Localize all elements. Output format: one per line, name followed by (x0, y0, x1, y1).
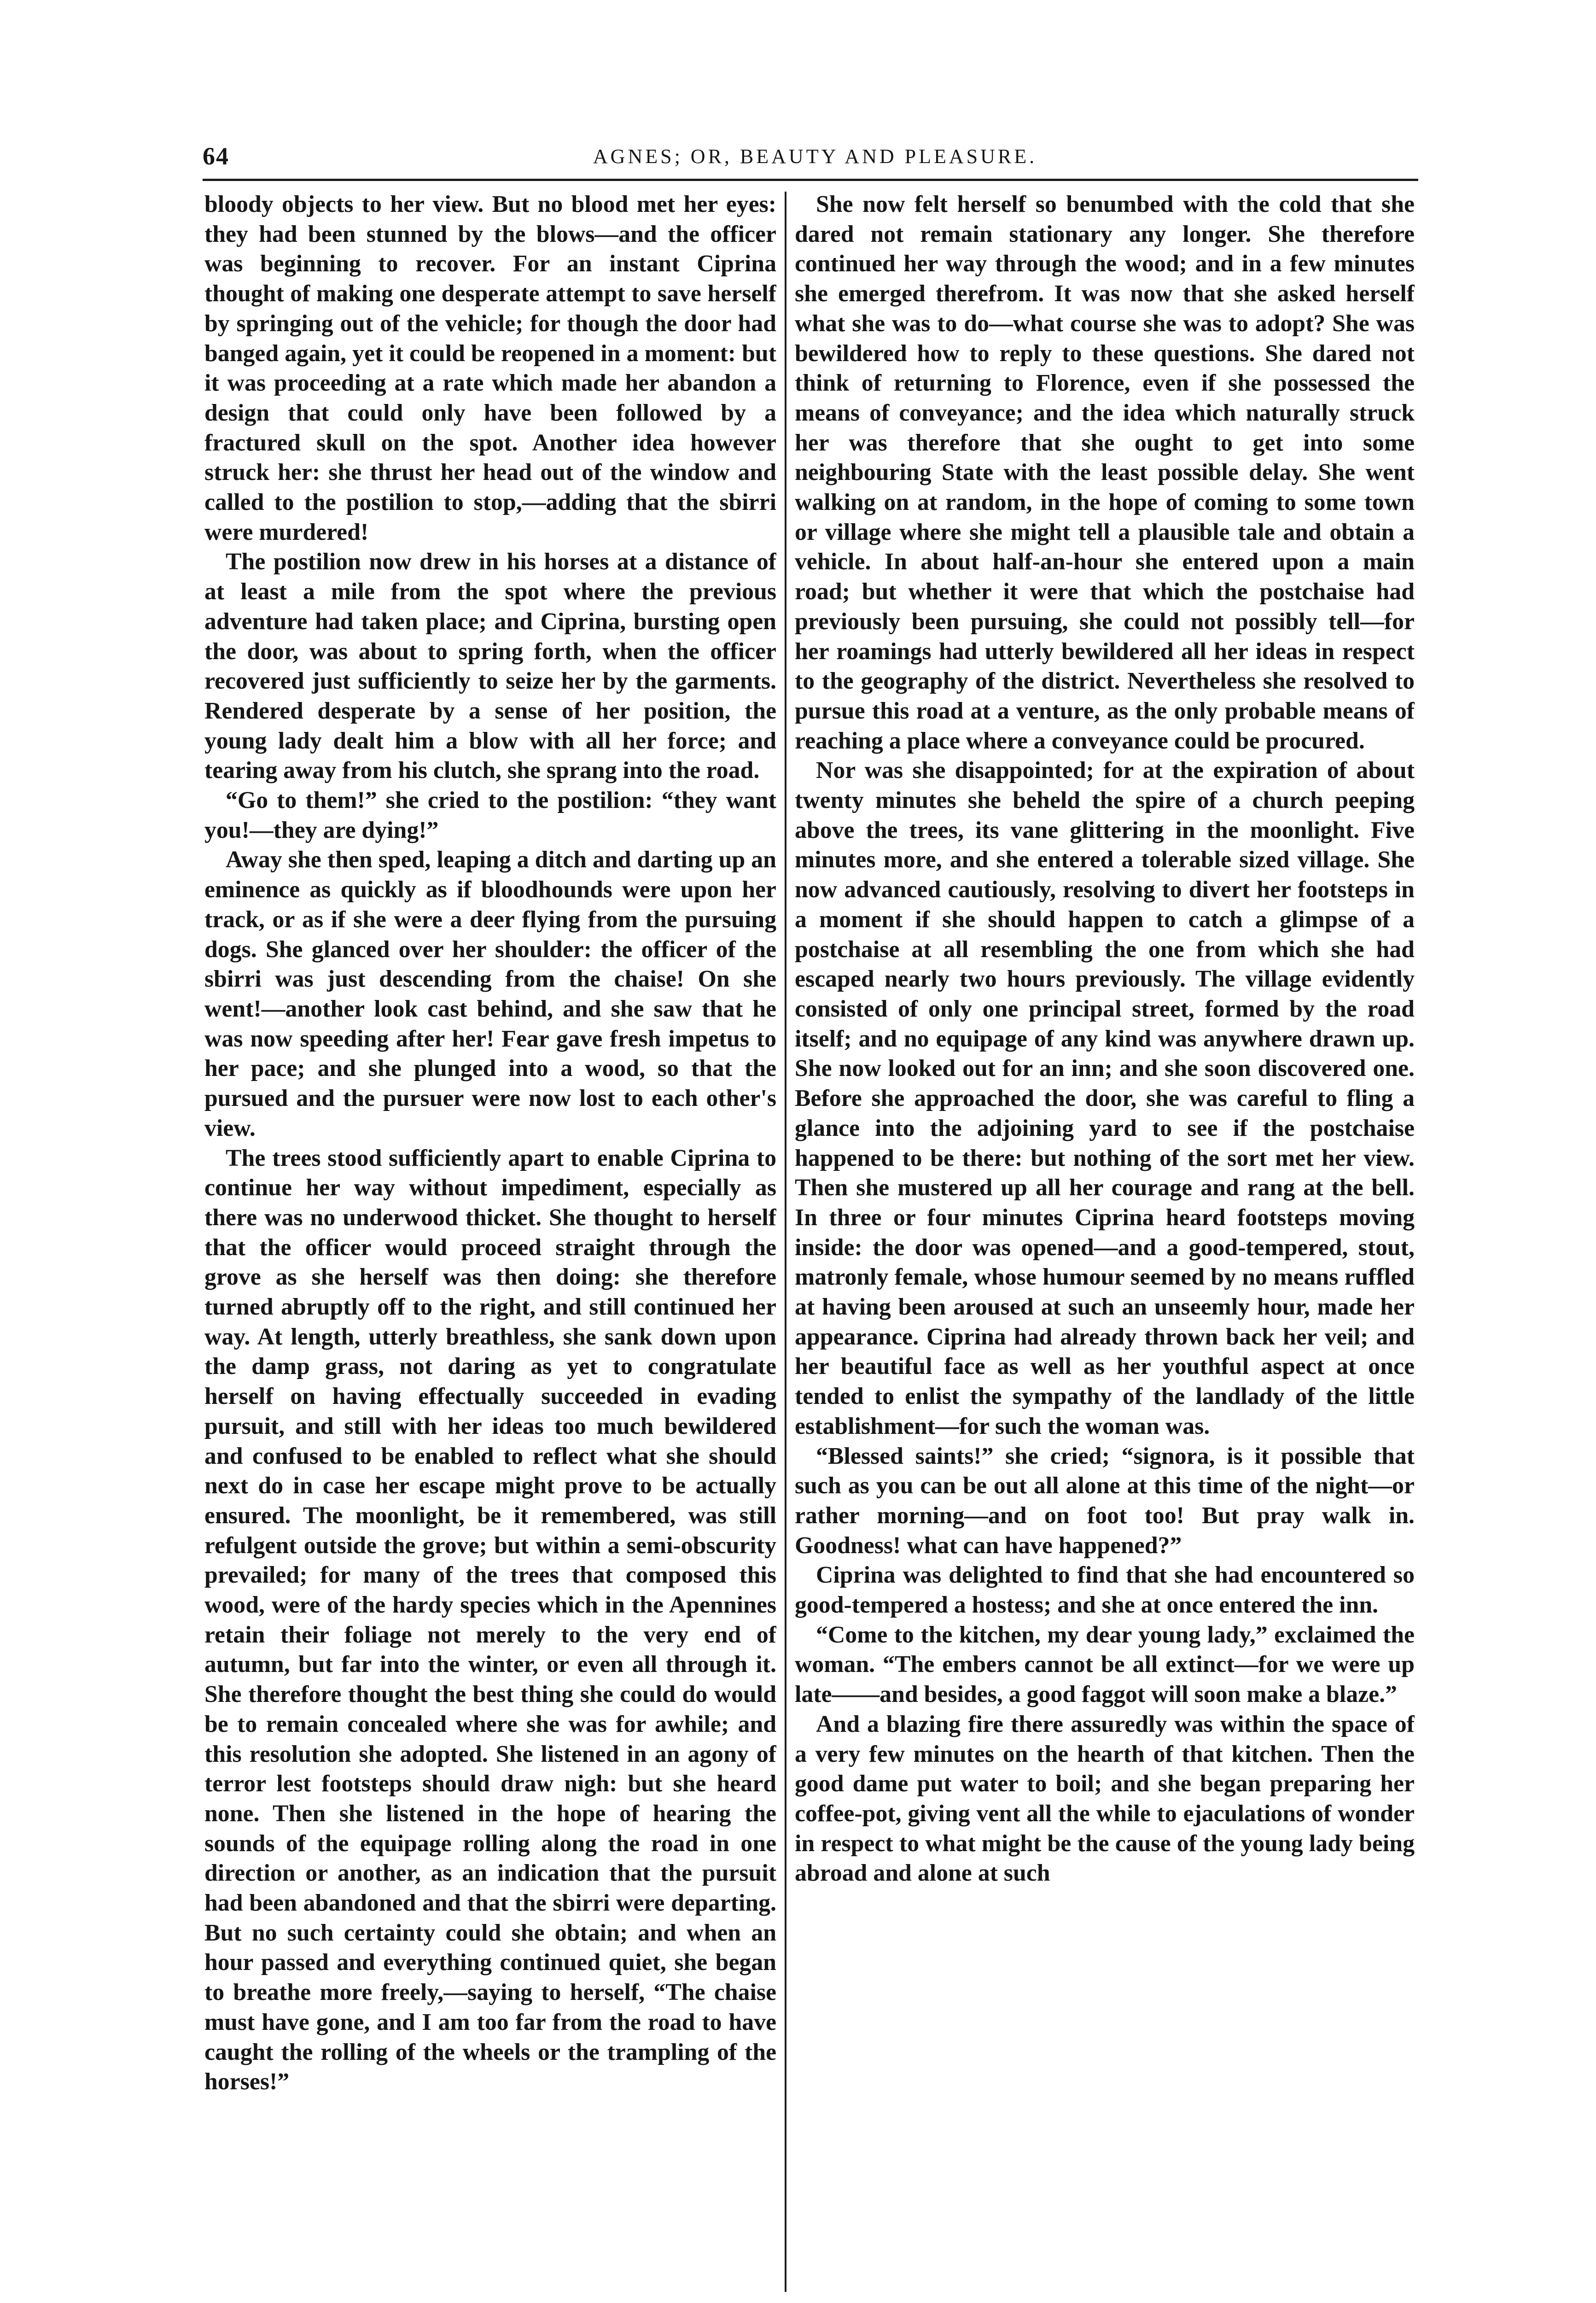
paragraph: Ciprina was delighted to find that she had encountered so good-tempered a hostess; and she at once entered the inn. (795, 1562, 1415, 1619)
right-column (795, 190, 1415, 2303)
paragraph: The trees stood sufficiently apart to enable Ciprina to continue her way without impediment, especially as there was no underwood thicket. She thought to herself that the officer would proceed straight through the grove as she herself was then doing: she therefore turned abruptly off to the right, and still continued her way. At length, utterly breathless, she sank down upon the damp grass, not daring as yet to congratulate herself on having effectually succeeded in evading pursuit, and still with her ideas too much bewildered and confused to be enabled to reflect what she should next do in case her escape might prove to be actually ensured. The moonlight, be it remembered, was still refulgent outside the grove; but within a semi-obscurity prevailed; for many of the trees that composed this wood, were of the hardy species which in the Apennines retain their foliage not merely to the very end of autumn, but far into the winter, or even all through it. She therefore thought the best thing she could do would be to remain concealed where she was for awhile; and this resolution she adopted. She listened in an agony of terror lest footsteps should draw nigh: but she heard none. Then she listened in the hope of hearing the sounds of the equipage rolling along the road in one direction or another, as an indication that the pursuit had been abandoned and that the sbirri were departing. But no such certainty could she obtain; and when an hour passed and everything continued quiet, she began to breathe more freely,—saying to herself, “The chaise must have gone, and I am too far from the road to have caught the rolling of the wheels or the trampling of the horses!” (204, 1145, 776, 2095)
paragraph: She now felt herself so benumbed with the cold that she dared not remain stationary any longer. She therefore continued her way through the wood; and in a few minutes she emerged therefrom. It was now that she asked herself what she was to do—what course she was to adopt? She was bewildered how to reply to these questions. She dared not think of returning to Florence, even if she possessed the means of conveyance; and the idea which naturally struck her was therefore that she ought to get into some neighbouring State with the least possible delay. She went walking on at random, in the hope of coming to some town or village where she might tell a plausible tale and obtain a vehicle. In about half-an-hour she entered upon a main road; but whether it were that which the postchaise had previously been pursuing, she could not possibly tell—for her roamings had utterly bewildered all her ideas in respect to the geography of the district. Nevertheless she resolved to pursue this road at a venture, as the only probable means of reaching a place where a conveyance could be procured. (795, 191, 1415, 754)
paragraph: The postilion now drew in his horses at a distance of at least a mile from the spot where the previous adventure had taken place; and Ciprina, bursting open the door, was about to spring forth, when the officer recovered just sufficiently to seize her by the garments. Rendered desperate by a sense of her position, the young lady dealt him a blow with all her force; and tearing away from his clutch, she sprang into the road. (204, 549, 776, 784)
paragraph: Nor was she disappointed; for at the expiration of about twenty minutes she beheld the spire of a church peeping above the trees, its vane glittering in the moonlight. Five minutes more, and she entered a tolerable sized village. She now advanced cautiously, resolving to divert her footsteps in a moment if she should happen to catch a glimpse of a postchaise at all resembling the one from which she had escaped nearly two hours previously. The village evidently consisted of only one principal street, formed by the road itself; and no equipage of any kind was anywhere drawn up. She now looked out for an inn; and she soon discovered one. Before she approached the door, she was careful to fling a glance into the adjoining yard to see if the postchaise happened to be there: but nothing of the sort met her view. Then she mustered up all her courage and rang at the bell. In three or four minutes Ciprina heard footsteps moving inside: the door was opened—and a good-tempered, stout, matronly female, whose humour seemed by no means ruffled at having been aroused at such an unseemly hour, made her appearance. Ciprina had already thrown back her veil; and her beautiful face as well as her youthful aspect at once tended to enlist the sympathy of the landlady of the little establishment—for such the woman was. (795, 757, 1415, 1439)
left-column (204, 190, 776, 2303)
paragraph: “Come to the kitchen, my dear young lady,” exclaimed the woman. “The embers cannot be all extinct—for we were up late——and besides, a good faggot will soon make a blaze.” (795, 1621, 1415, 1708)
page-header (203, 138, 1427, 175)
paragraph: “Go to them!” she cried to the postilion: “they want you!—they are dying!” (204, 787, 776, 843)
paragraph: “Blessed saints!” she cried; “signora, is it possible that such as you can be out all alone at this time of the night—or rather morning—and on foot too! But pray walk in. Goodness! what can have happened?” (795, 1443, 1415, 1559)
header-rule (203, 179, 1418, 181)
paragraph: Away she then sped, leaping a ditch and darting up an eminence as quickly as if bloodhounds were upon her track, or as if she were a deer flying from the pursuing dogs. She glanced over her shoulder: the officer of the sbirri was just descending from the chaise! On she went!—another look cast behind, and she saw that he was now speeding after her! Fear gave fresh impetus to her pace; and she plunged into a wood, so that the pursued and the pursuer were now lost to each other's view. (204, 847, 776, 1141)
paragraph: And a blazing fire there assuredly was within the space of a very few minutes on the hearth of that kitchen. Then the good dame put water to boil; and she began preparing her coffee-pot, giving vent all the while to ejaculations of wonder in respect to what might be the cause of the young lady being abroad and alone at such (795, 1711, 1415, 1887)
column-divider (785, 192, 786, 2292)
page-number: 64 (203, 142, 229, 170)
paragraph: bloody objects to her view. But no blood met her eyes: they had been stunned by the blows—and the officer was beginning to recover. For an instant Ciprina thought of making one desperate attempt to save herself by springing out of the vehicle; for though the door had banged again, yet it could be reopened in a moment: but it was proceeding at a rate which made her abandon a design that could only have been followed by a fractured skull on the spot. Another idea however struck her: she thrust her head out of the window and called to the postilion to stop,—adding that the sbirri were murdered! (204, 191, 776, 545)
running-title: AGNES; OR, BEAUTY AND PLEASURE. (593, 145, 1037, 168)
